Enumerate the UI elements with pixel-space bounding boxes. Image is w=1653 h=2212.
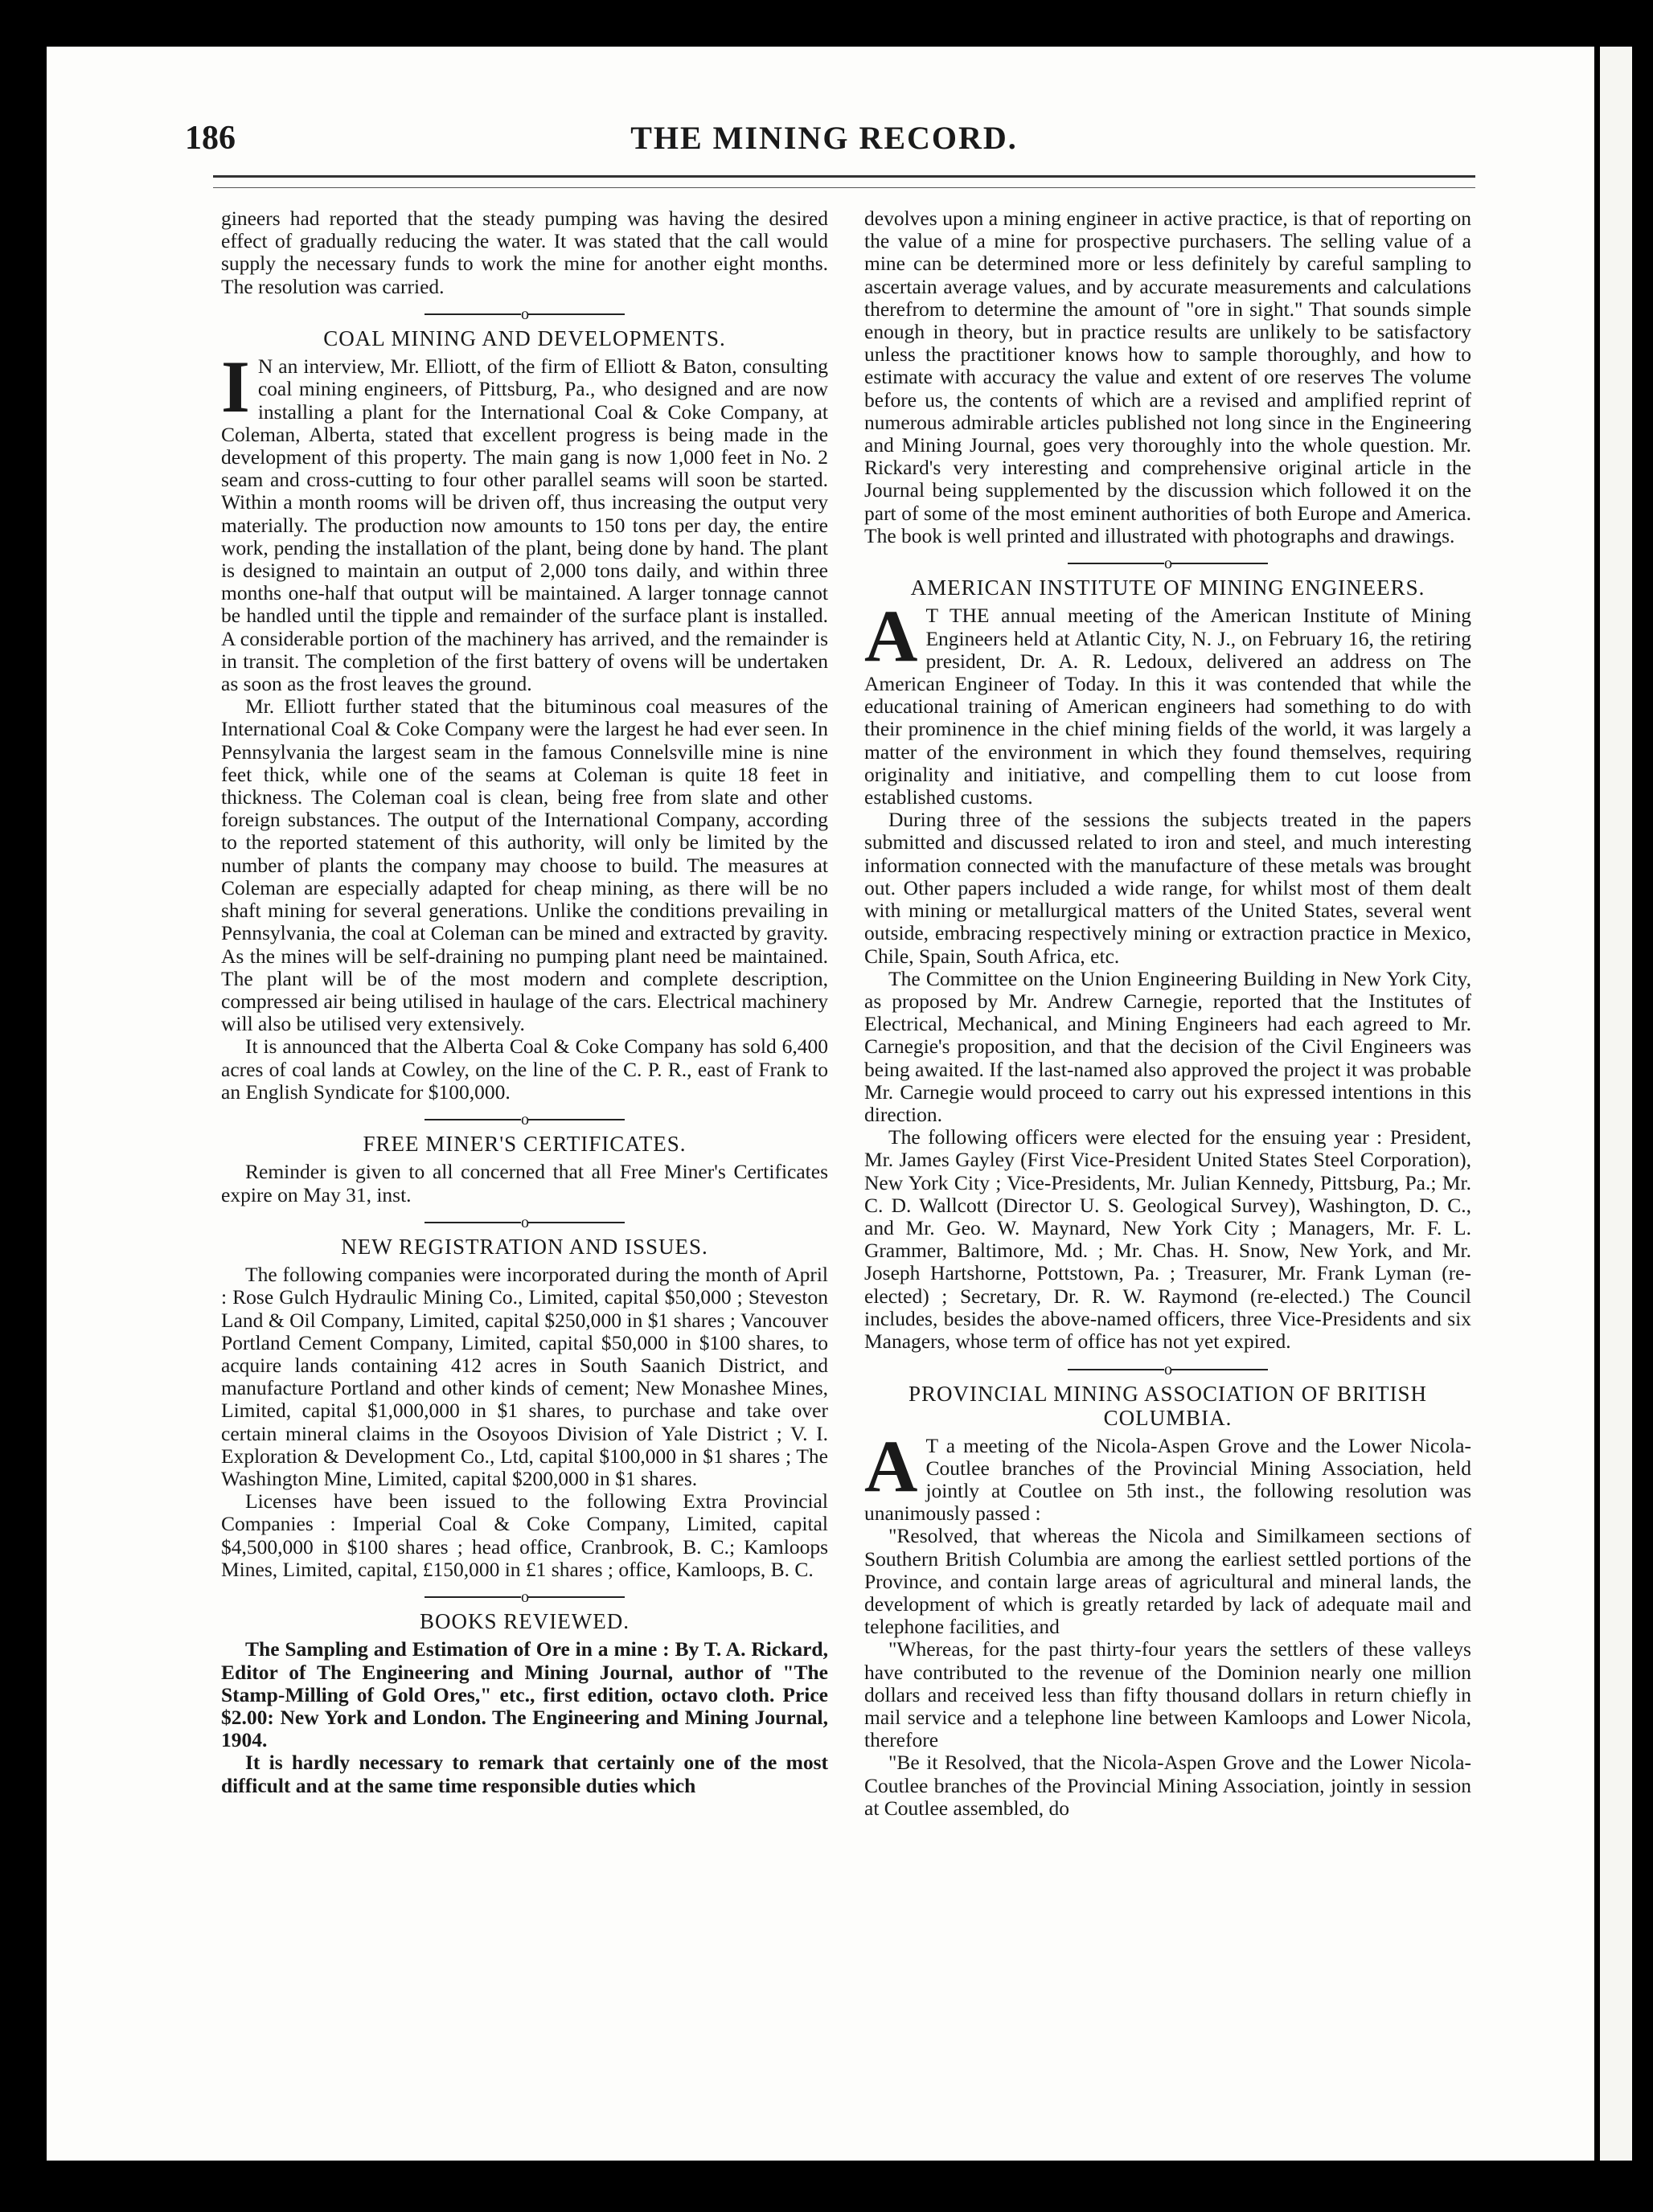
header-rule xyxy=(213,175,1475,188)
provincial-paragraph-3: "Whereas, for the past thirty-four years the settlers of these valleys have contributed to the revenue of the Dominion nearly one million dollars and received less than fifty thousand dollars in return chiefly in mail service and a telephone line between Kamloops and Lower Nicola, therefore xyxy=(864,1637,1471,1752)
free-miners-paragraph: Reminder is given to all concerned that all Free Miner's Certificates expire on May 31, inst. xyxy=(221,1160,828,1206)
registration-paragraph-2: Licenses have been issued to the following Extra Provincial Companies : Imperial Coal & Coke Company, Limited, capital $4,500,000 in $100 shares ; head office, Cranbrook, B. C.; Kamloops Mines, Limited, capital, £150,000 in £1 shares ; office, Kamloops, B. C. xyxy=(221,1489,828,1581)
running-title: THE MINING RECORD. xyxy=(630,120,1018,156)
provincial-paragraph-4: "Be it Resolved, that the Nicola-Aspen Grove and the Lower Nicola-Coutlee branches of the Provincial Mining Association, jointly in session at Coutlee assembled, do xyxy=(864,1751,1471,1820)
section-heading-coal: COAL MINING AND DEVELOPMENTS. xyxy=(323,326,726,351)
binding-edge xyxy=(1594,47,1600,2161)
aime-paragraph-1: A T THE annual meeting of the American Institute of Mining Engineers held at Atlantic City, N. J., on February 16, the retiring president, Dr. A. R. Ledoux, delivered an address on The American Engineer of Today. In this it was contended that while the educational training of American engineers had something to do with their prominence in the chief mining fields of the world, it was largely a matter of the environment in which they found themselves, requiring originality and initiative, and compelling them to cut loose from established customs. xyxy=(864,595,1471,809)
books-continued-paragraph: devolves upon a mining engineer in active practice, is that of reporting on the value of a mine for prospective purchasers. The selling value of a mine can be determined more or less definitely by careful sampling to ascertain average values, and by accurate measurements and calculations therefrom to determine the amount of "ore in sight." That sounds simple enough in theory, but in practice results are unlikely to be satisfactory unless the practitioner knows how to sample thoroughly, and how to estimate with accuracy the value and extent of ore reserves The volume before us, the contents of which are a revised and amplified reprint of numerous admirable articles published not long since in the Engineering and Mining Journal, goes very thoroughly into the whole question. Mr. Rickard's very interesting and comprehensive original article in the Journal being supplemented by the discussion which followed it on the part of some of the most eminent authorities of both Europe and America. The book is well printed and illustrated with photographs and drawings. xyxy=(864,207,1471,547)
coal-paragraph-1: I N an interview, Mr. Elliott, of the firm of Elliott & Baton, consulting coal mining engineers, of Pittsburg, Pa., who designed and are now installing a plant for the International Coal & Coke Company, at Coleman, Alberta, stated that excellent progress is being made in the development of this property. The main gang is now 1,000 feet in No. 2 seam and cross-cutting to four other parallel seams will soon be started. Within a month rooms will be driven off, thus increasing the output very materially. The production now amounts to 150 tons per day, the entire work, pending the installation of the plant, being done by hand. The plant is designed to maintain an output of 2,000 tons daily, and within three months one-half that output will be maintained. A larger tonnage cannot be handled until the tipple and remainder of the surface plant is installed. A considerable portion of the machinery has arrived, and the remainder is in transit. The completion of the first battery of ovens will be undertaken as soon as the frost leaves the ground. xyxy=(221,346,828,696)
provincial-paragraph-1: A T a meeting of the Nicola-Aspen Grove and the Lower Nicola-Coutlee branches of the Provincial Mining Association, held jointly at Coutlee on 5th inst., the following resolution was unanimously passed : xyxy=(864,1424,1471,1526)
books-paragraph-1: The Sampling and Estimation of Ore in a mine : By T. A. Rickard, Editor of The Engineering and Mining Journal, author of "The Stamp-Milling of Gold Ores," etc., first edition, octavo cloth. Price $2.00: New York and London. The Engineering and Mining Journal, 1904. xyxy=(221,1637,828,1752)
coal-paragraph-3: It is announced that the Alberta Coal & Coke Company has sold 6,400 acres of coal lands at Cowley, on the line of the C. P. R., east of Frank to an English Syndicate for $100,000. xyxy=(221,1034,828,1104)
section-heading-provincial: PROVINCIAL MINING ASSOCIATION OF BRITISH COLUMBIA. xyxy=(908,1381,1428,1430)
drop-cap: A xyxy=(864,595,918,678)
registration-paragraph-1: The following companies were incorporated during the month of April : Rose Gulch Hydraulic Mining Co., Limited, capital $50,000 ; Steveston Land & Oil Company, Limited, capital $250,000 in $1 shares ; Vancouver Portland Cement Company, Limited, capital $50,000 in $100 shares, to acquire lands containing 412 acres in South Saanich District, and manufacture Portland and other kinds of cement; New Monashee Mines, Limited, capital $1,000,000 in $1 shares, to purchase and take over certain mineral claims in the Osoyoos Division of Yale District ; V. I. Exploration & Development Co., Ltd, capital $100,000 in $1 shares ; The Washington Mine, Limited, capital $200,000 in $1 shares. xyxy=(221,1263,828,1490)
section-separator: o xyxy=(221,1110,828,1129)
provincial-paragraph-2: "Resolved, that whereas the Nicola and Similkameen sections of Southern British Columbia are among the earliest settled portions of the Province, and contain large areas of agricultural and mineral lands, the development of which is greatly retarded by lack of adequate mail and telephone facilities, and xyxy=(864,1524,1471,1639)
section-separator: o xyxy=(221,1213,828,1231)
section-heading-books: BOOKS REVIEWED. xyxy=(420,1609,630,1634)
section-separator: o xyxy=(864,554,1471,572)
facing-page-edge xyxy=(1600,47,1632,2161)
drop-cap: A xyxy=(864,1424,918,1507)
page-header xyxy=(169,119,1479,167)
section-heading-aime: AMERICAN INSTITUTE OF MINING ENGINEERS. xyxy=(910,576,1425,600)
right-column xyxy=(864,207,1471,1820)
books-paragraph-2: It is hardly necessary to remark that certainly one of the most difficult and at the same time responsible duties which xyxy=(221,1751,828,1797)
section-heading-free-miners: FREE MINER'S CERTIFICATES. xyxy=(363,1132,687,1157)
section-separator: o xyxy=(864,1359,1471,1378)
page-number: 186 xyxy=(185,120,236,157)
coal-paragraph-2: Mr. Elliott further stated that the bituminous coal measures of the International Coal & Coke Company were the largest he had ever seen. In Pennsylvania the largest seam in the famous Connelsville mine is nine feet thick, while one of the seams at Coleman is quite 18 feet in thickness. The Coleman coal is clean, being free from slate and other foreign substances. The output of the International Company, according to the reported statement of this authority, will only be limited by the number of plants the company may choose to build. The measures at Coleman are especially adapted for cheap mining, as there will be no shaft mining for several generations. Unlike the conditions prevailing in Pennsylvania, the coal at Coleman can be mined and extracted by gravity. As the mines will be self-draining no pumping plant need be maintained. The plant will be of the most modern and complete description, compressed air being utilised in haulage of the cars. Electrical machinery will also be utilised very extensively. xyxy=(221,694,828,1036)
drop-cap: I xyxy=(221,346,250,428)
aime-paragraph-2: During three of the sessions the subjects treated in the papers submitted and discussed related to iron and steel, and much interesting information connected with the manufacture of these metals was brought out. Other papers included a wide range, for whilst most of them dealt with mining or metallurgical matters of the United States, several went outside, embracing respectively mining or extraction practice in Mexico, Chile, Spain, South Africa, etc. xyxy=(864,808,1471,968)
aime-paragraph-3: The Committee on the Union Engineering Building in New York City, as proposed by Mr. Andrew Carnegie, reported that the Institutes of Electrical, Mechanical, and Mining Engineers had each agreed to Mr. Carnegie's proposition, and that the decision of the Civil Engineers was being awaited. If the last-named also approved the project it was probable Mr. Carnegie would proceed to carry out his expressed intentions in this direction. xyxy=(864,966,1471,1126)
section-heading-registration: NEW REGISTRATION AND ISSUES. xyxy=(341,1235,708,1260)
aime-paragraph-4: The following officers were elected for the ensuing year : President, Mr. James Gayley (First Vice-President United States Steel Corporation), New York City ; Vice-Presidents, Mr. Julian Kennedy, Pittsburg, Pa.; Mr. C. D. Wallcott (Director U. S. Geological Survey), Washington, D. C., and Mr. Geo. W. Maynard, New York City ; Managers, Mr. F. L. Grammer, Baltimore, Md. ; Mr. Chas. H. Snow, New York, and Mr. Joseph Hartshorne, Pottstown, Pa. ; Treasurer, Mr. Frank Lyman (re-elected) ; Secretary, Dr. R. W. Raymond (re-elected.) The Council includes, besides the above-named officers, three Vice-Presidents and six Managers, whose term of office has not yet expired. xyxy=(864,1125,1471,1353)
left-column xyxy=(221,207,828,1797)
section-separator: o xyxy=(221,305,828,323)
continued-paragraph: gineers had reported that the steady pumping was having the desired effect of gradually reducing the water. It was stated that the call would supply the necessary funds to work the mine for another eight months. The resolution was carried. xyxy=(221,207,828,298)
section-separator: o xyxy=(221,1587,828,1606)
